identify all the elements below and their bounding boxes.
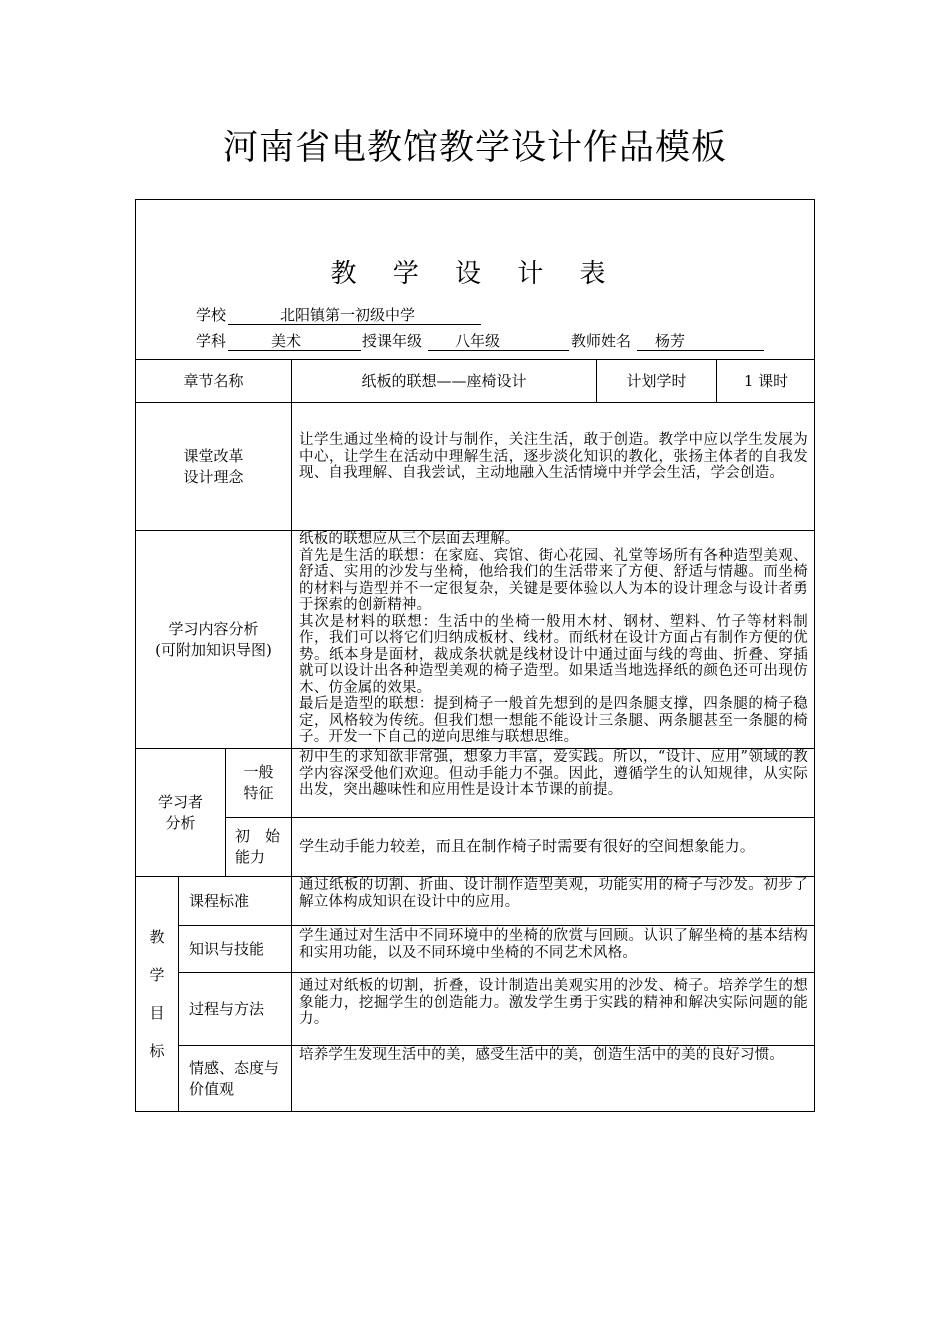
learner-label-line2: 分析 — [165, 813, 196, 832]
hours-label: 计划学时 — [626, 371, 687, 390]
philosophy-label-line2: 设计理念 — [183, 467, 244, 486]
objectives-label-char: 教 — [149, 927, 165, 946]
initial-ability-label-line1: 初 始 — [235, 827, 281, 845]
process-method-content: 通过对纸板的切割，折叠，设计制造出美观实用的沙发、椅子。培养学生的想象能力，挖掘学生的创造能力。激发学生勇于实践的精神和解决实际问题的能力。 — [299, 978, 808, 1027]
objectives-label-char: 标 — [149, 1041, 165, 1060]
chapter-label: 章节名称 — [183, 371, 244, 390]
learner-label-line1: 学习者 — [157, 792, 203, 811]
grid-line — [225, 817, 815, 818]
content-paragraph: 首先是生活的联想：在家庭、宾馆、街心花园、礼堂等场所有各种造型美观、舒适、实用的沙发与坐椅，他给我们的生活带来了方便、舒适与情趣。而坐椅的材料与造型并不一定很复杂，关键是要体验以人为本的设计理念与设计者勇于探索的创新精神。 — [299, 547, 808, 613]
content-paragraph: 纸板的联想应从三个层面去理解。 — [299, 531, 520, 547]
school-label: 学校 — [196, 306, 227, 324]
hours-value: 1 课时 — [743, 371, 789, 390]
general-traits-content: 初中生的求知欲非常强，想象力丰富，爱实践。所以，“设计、应用”领域的教学内容深受他们欢迎。但动手能力不强。因此，遵循学生的认知规律，从实际出发，突出趣味性和应用性是设计本节课的前提。 — [299, 749, 808, 798]
grid-line — [291, 359, 292, 1112]
general-traits-label-line1: 一般 — [243, 763, 274, 781]
content-analysis-text — [299, 531, 808, 746]
knowledge-skills-content: 学生通过对生活中不同环境中的坐椅的欣赏与回顾。认识了解坐椅的基本结构和实用功能，以及不同环境中坐椅的不同艺术风格。 — [299, 928, 808, 961]
learner-label — [136, 749, 225, 876]
subject-label: 学科 — [196, 332, 227, 350]
general-traits-label-line2: 特征 — [243, 784, 274, 802]
teacher-label: 教师姓名 — [571, 332, 632, 350]
content-analysis-label-line2: (可附加知识导图) — [155, 640, 272, 659]
content-paragraph: 其次是材料的联想：生活中的坐椅一般用木材、钢材、塑料、竹子等材料制作，我们可以将它们归纳成板材、线材。而纸材在设计方面占有制作方便的优势。纸本身是面材，裁成条状就是线材设计中通过面与线的弯曲、折叠、穿插就可以设计出各种造型美观的椅子造型。如果适当地选择纸的颜色还可出现仿木、仿金属的效果。 — [299, 613, 808, 696]
chapter-value: 纸板的联想——座椅设计 — [361, 371, 527, 390]
knowledge-skills-label: 知识与技能 — [189, 939, 265, 958]
objectives-label — [136, 876, 178, 1111]
emotion-values-label-line2: 价值观 — [189, 1080, 235, 1098]
emotion-values-content: 培养学生发现生活中的美，感受生活中的美，创造生活中的美的良好习惯。 — [299, 1047, 785, 1063]
curriculum-standard-label: 课程标准 — [189, 891, 250, 910]
curriculum-standard-content: 通过纸板的切割、折曲、设计制作造型美观，功能实用的椅子与沙发。初步了解立体构成知识在设计中的应用。 — [299, 877, 808, 910]
content-analysis-label-line1: 学习内容分析 — [168, 619, 259, 638]
page-title: 河南省电教馆教学设计作品模板 — [222, 128, 727, 168]
subject-value: 美术 — [228, 331, 361, 351]
school-value: 北阳镇第一初级中学 — [228, 305, 481, 325]
teacher-value: 杨芳 — [637, 331, 764, 351]
content-paragraph: 最后是造型的联想：提到椅子一般首先想到的是四条腿支撑，四条腿的椅子稳定，风格较为传统。但我们想一想能不能设计三条腿、两条腿甚至一条腿的椅子。开发一下自己的逆向思维与联想思维。 — [299, 696, 808, 745]
content-analysis-label — [136, 531, 291, 748]
table-title: 教 学 设 计 表 — [330, 259, 620, 289]
emotion-values-label — [179, 1046, 291, 1112]
philosophy-label-line1: 课堂改革 — [183, 446, 244, 465]
philosophy-content: 让学生通过坐椅的设计与制作，关注生活，敢于创造。教学中应以学生发展为中心，让学生在活动中理解生活，逐步淡化知识的教化，张扬主体者的自我发现、自我理解、自我尝试，主动地融入生活情境中并学会生活，学会创造。 — [299, 432, 808, 481]
initial-ability-content: 学生动手能力较差，而且在制作椅子时需要有很好的空间想象能力。 — [299, 837, 756, 855]
emotion-values-label-line1: 情感、态度与 — [189, 1059, 280, 1077]
initial-ability-label — [226, 818, 291, 876]
objectives-label-char: 学 — [149, 965, 165, 984]
philosophy-label — [136, 403, 291, 530]
initial-ability-label-line2: 能力 — [235, 848, 266, 866]
grade-label: 授课年级 — [362, 332, 423, 350]
general-traits-label — [226, 749, 291, 817]
grade-value: 八年级 — [428, 331, 569, 351]
objectives-label-char: 目 — [149, 1003, 165, 1022]
process-method-label: 过程与方法 — [189, 999, 265, 1018]
